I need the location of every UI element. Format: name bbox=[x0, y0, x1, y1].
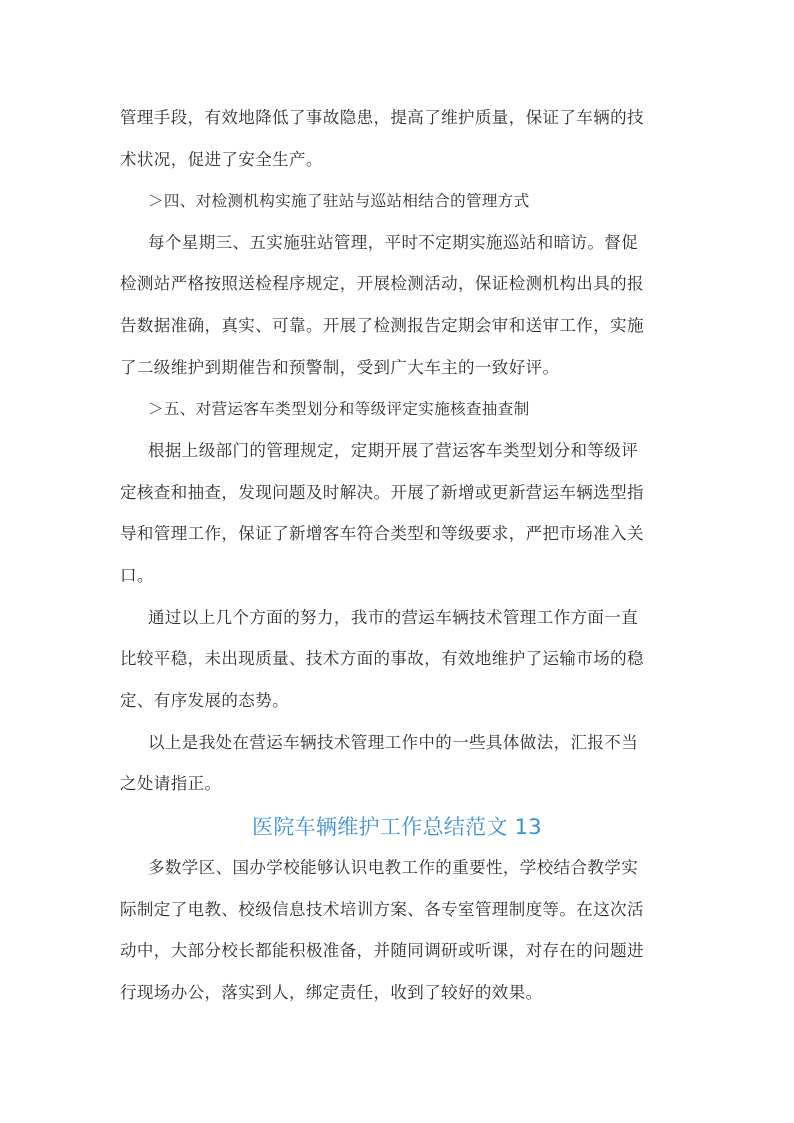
body-line: 管理手段，有效地降低了事故隐患，提高了维护质量，保证了车辆的技 bbox=[120, 108, 644, 127]
body-line: 口。 bbox=[120, 566, 154, 585]
body-line: 之处请指正。 bbox=[120, 774, 222, 793]
subheading-5: ＞五、对营运客车类型划分和等级评定实施核查抽查制 bbox=[148, 400, 530, 418]
body-line: 术状况，促进了安全生产。 bbox=[120, 150, 323, 169]
body-line: 告数据准确，真实、可靠。开展了检测报告定期会审和送审工作，实施 bbox=[120, 316, 644, 335]
body-line: 了二级维护到期催告和预警制，受到广大车主的一致好评。 bbox=[120, 358, 560, 377]
body-line: 定、有序发展的态势。 bbox=[120, 691, 289, 710]
paragraph-start: 以上是我处在营运车辆技术管理工作中的一些具体做法，汇报不当 bbox=[148, 733, 639, 752]
paragraph-start: 通过以上几个方面的努力，我市的营运车辆技术管理工作方面一直 bbox=[148, 608, 639, 627]
paragraph-start: 每个星期三、五实施驻站管理，平时不定期实施巡站和暗访。督促 bbox=[148, 233, 639, 252]
body-line: 际制定了电教、校级信息技术培训方案、各专室管理制度等。在这次活 bbox=[120, 900, 644, 919]
body-line: 检测站严格按照送检程序规定，开展检测活动，保证检测机构出具的报 bbox=[120, 274, 644, 293]
paragraph-start: 根据上级部门的管理规定，定期开展了营运客车类型划分和等级评 bbox=[148, 441, 639, 460]
paragraph-start: 多数学区、国办学校能够认识电教工作的重要性，学校结合教学实 bbox=[148, 858, 639, 877]
section-title: 医院车辆维护工作总结范文 13 bbox=[252, 815, 542, 839]
body-line: 行现场办公，落实到人，绑定责任，收到了较好的效果。 bbox=[120, 983, 543, 1002]
body-line: 定核查和抽查，发现问题及时解决。开展了新增或更新营运车辆选型指 bbox=[120, 483, 644, 502]
body-line: 比较平稳，未出现质量、技术方面的事故，有效地维护了运输市场的稳 bbox=[120, 649, 644, 668]
body-line: 动中，大部分校长都能积极准备，并随同调研或听课，对存在的问题进 bbox=[120, 941, 644, 960]
body-line: 导和管理工作，保证了新增客车符合类型和等级要求，严把市场准入关 bbox=[120, 524, 644, 543]
subheading-4: ＞四、对检测机构实施了驻站与巡站相结合的管理方式 bbox=[148, 192, 530, 210]
